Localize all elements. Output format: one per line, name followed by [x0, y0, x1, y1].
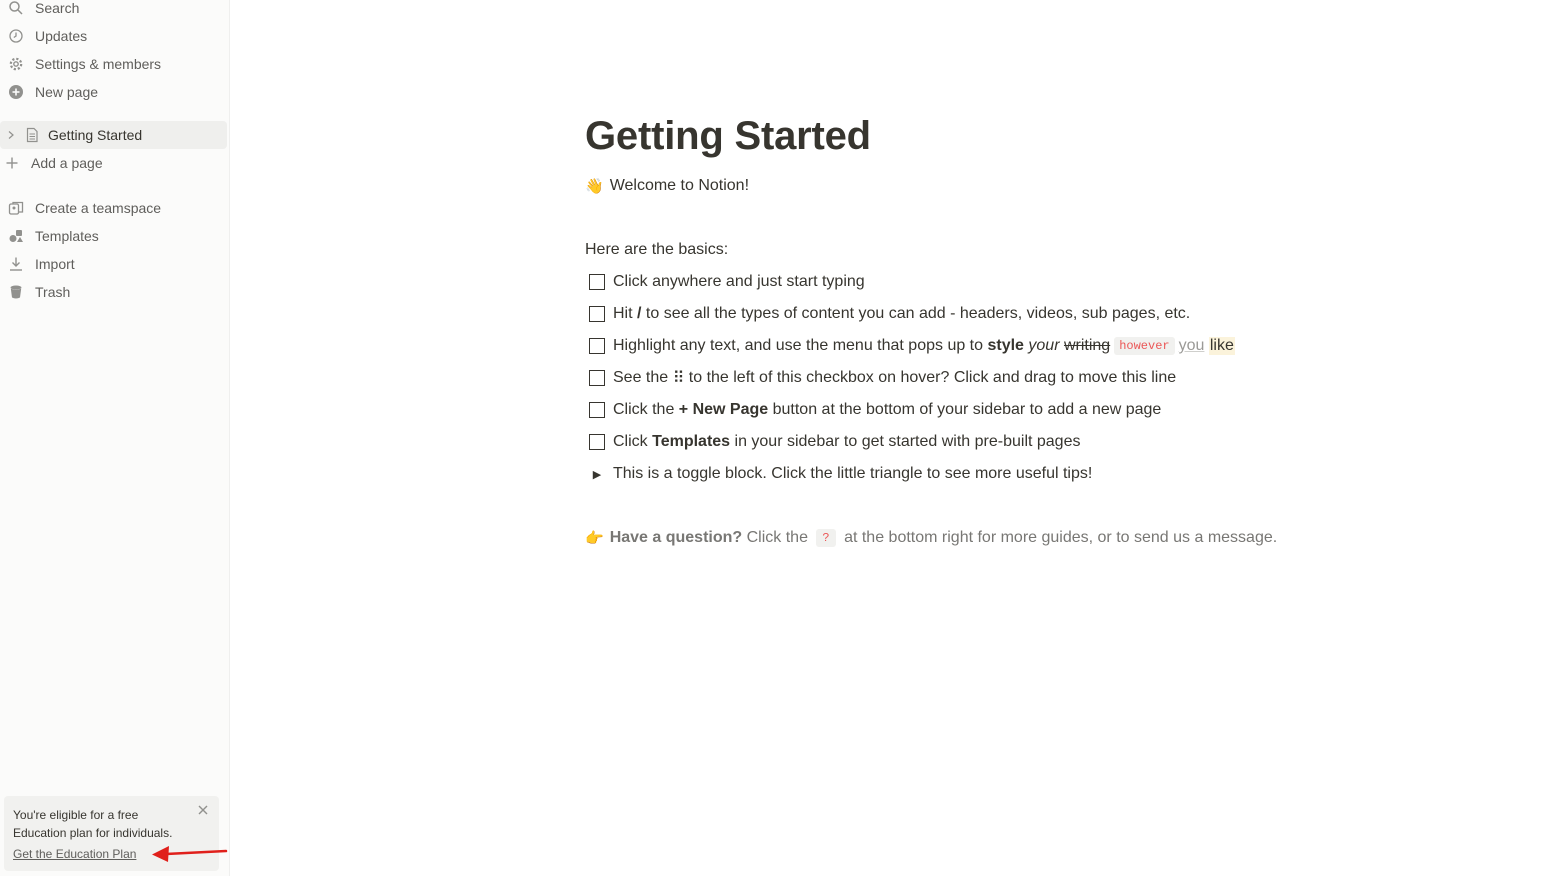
toggle-triangle-icon[interactable]: ▶	[592, 468, 602, 481]
sidebar	[0, 0, 230, 876]
sidebar-import-label: Import	[35, 256, 75, 272]
checkbox[interactable]	[589, 402, 605, 418]
sidebar-page-getting-started[interactable]	[0, 121, 227, 149]
todo-text: Click the	[613, 401, 679, 418]
question-bold: Have a question?	[609, 529, 743, 546]
todo-text: Hit	[613, 305, 637, 322]
sidebar-create-teamspace-label: Create a teamspace	[35, 200, 162, 216]
clock-icon	[8, 28, 24, 44]
checkbox[interactable]	[589, 338, 605, 354]
sidebar-add-page-label: Add a page	[31, 155, 103, 171]
todo-item[interactable]	[585, 270, 865, 294]
question-callout[interactable]	[585, 526, 1277, 550]
templates-icon	[8, 228, 24, 244]
todo-item[interactable]	[585, 334, 1235, 358]
basics-text: Here are the basics:	[585, 241, 729, 258]
checkbox[interactable]	[589, 274, 605, 290]
chevron-right-icon[interactable]	[6, 130, 16, 140]
todo-text: to see all the types of content you can add - headers, videos, sub pages, etc.	[641, 305, 1191, 322]
promo-text-line1: You're eligible for a free	[13, 808, 139, 822]
checkbox[interactable]	[589, 306, 605, 322]
page-icon	[24, 127, 40, 143]
toggle-block[interactable]	[585, 462, 1092, 486]
todo-text-code: however	[1114, 337, 1174, 355]
gear-icon	[8, 56, 24, 72]
trash-icon	[8, 284, 24, 300]
question-code: ?	[816, 529, 835, 547]
todo-text: in your sidebar to get started with pre-built pages	[730, 433, 1081, 450]
todo-item[interactable]	[585, 302, 1190, 326]
todo-text: See the	[613, 369, 673, 386]
sidebar-search-label: Search	[35, 0, 80, 16]
todo-item[interactable]	[585, 398, 1161, 422]
sidebar-search[interactable]	[0, 0, 227, 22]
get-education-plan-link[interactable]: Get the Education Plan	[13, 847, 137, 861]
wave-emoji: 👋	[585, 178, 604, 195]
todo-text: to the left of this checkbox on hover? Click and drag to move this line	[684, 369, 1177, 386]
drag-handle-icon: ⠿	[672, 370, 685, 387]
todo-text-bold: /	[637, 305, 642, 322]
promo-text-line2: Education plan for individuals.	[13, 826, 173, 840]
todo-item[interactable]	[585, 366, 1176, 390]
welcome-line[interactable]	[585, 174, 749, 198]
plus-circle-icon	[8, 84, 24, 100]
sidebar-updates[interactable]	[0, 22, 227, 50]
plus-icon	[4, 155, 20, 171]
download-icon	[8, 256, 24, 272]
todo-text: Click anywhere and just start typing	[613, 273, 865, 290]
todo-text-italic: your	[1028, 337, 1060, 354]
sidebar-templates-label: Templates	[35, 228, 99, 244]
question-text: Click the	[742, 529, 813, 546]
todo-text-bold: Templates	[652, 433, 731, 450]
pointing-emoji: 👉	[585, 530, 604, 547]
todo-text-bold: style	[987, 337, 1024, 354]
welcome-text: Welcome to Notion!	[609, 177, 750, 194]
sidebar-trash-label: Trash	[35, 284, 71, 300]
close-icon[interactable]	[197, 804, 209, 816]
checkbox[interactable]	[589, 370, 605, 386]
question-text: at the bottom right for more guides, or to send us a message.	[839, 529, 1278, 546]
todo-item[interactable]	[585, 430, 1080, 454]
sidebar-settings[interactable]	[0, 50, 227, 78]
sidebar-templates[interactable]	[0, 222, 227, 250]
sidebar-new-page-label: New page	[35, 84, 99, 100]
todo-text: Highlight any text, and use the menu that pops up to	[613, 337, 988, 354]
todo-text: button at the bottom of your sidebar to add a new page	[768, 401, 1162, 418]
sidebar-create-teamspace[interactable]	[0, 194, 227, 222]
teamspace-icon	[8, 200, 24, 216]
sidebar-settings-label: Settings & members	[35, 56, 162, 72]
todo-text-strike: writing	[1063, 337, 1111, 354]
sidebar-import[interactable]	[0, 250, 227, 278]
checkbox[interactable]	[589, 434, 605, 450]
page-title[interactable]: Getting Started	[585, 114, 871, 158]
basics-heading[interactable]	[585, 238, 728, 262]
sidebar-new-page[interactable]	[0, 78, 227, 106]
todo-text: Click	[613, 433, 653, 450]
todo-text-highlight: like	[1209, 337, 1234, 354]
todo-text-bold: + New Page	[678, 401, 769, 418]
sidebar-page-label: Getting Started	[48, 127, 143, 143]
todo-text-underline: you	[1178, 337, 1205, 354]
red-arrow-annotation	[152, 842, 230, 864]
sidebar-add-page[interactable]	[0, 149, 227, 177]
sidebar-trash[interactable]	[0, 278, 227, 306]
toggle-text: This is a toggle block. Click the little triangle to see more useful tips!	[613, 465, 1093, 482]
search-icon	[8, 0, 24, 16]
sidebar-updates-label: Updates	[35, 28, 88, 44]
